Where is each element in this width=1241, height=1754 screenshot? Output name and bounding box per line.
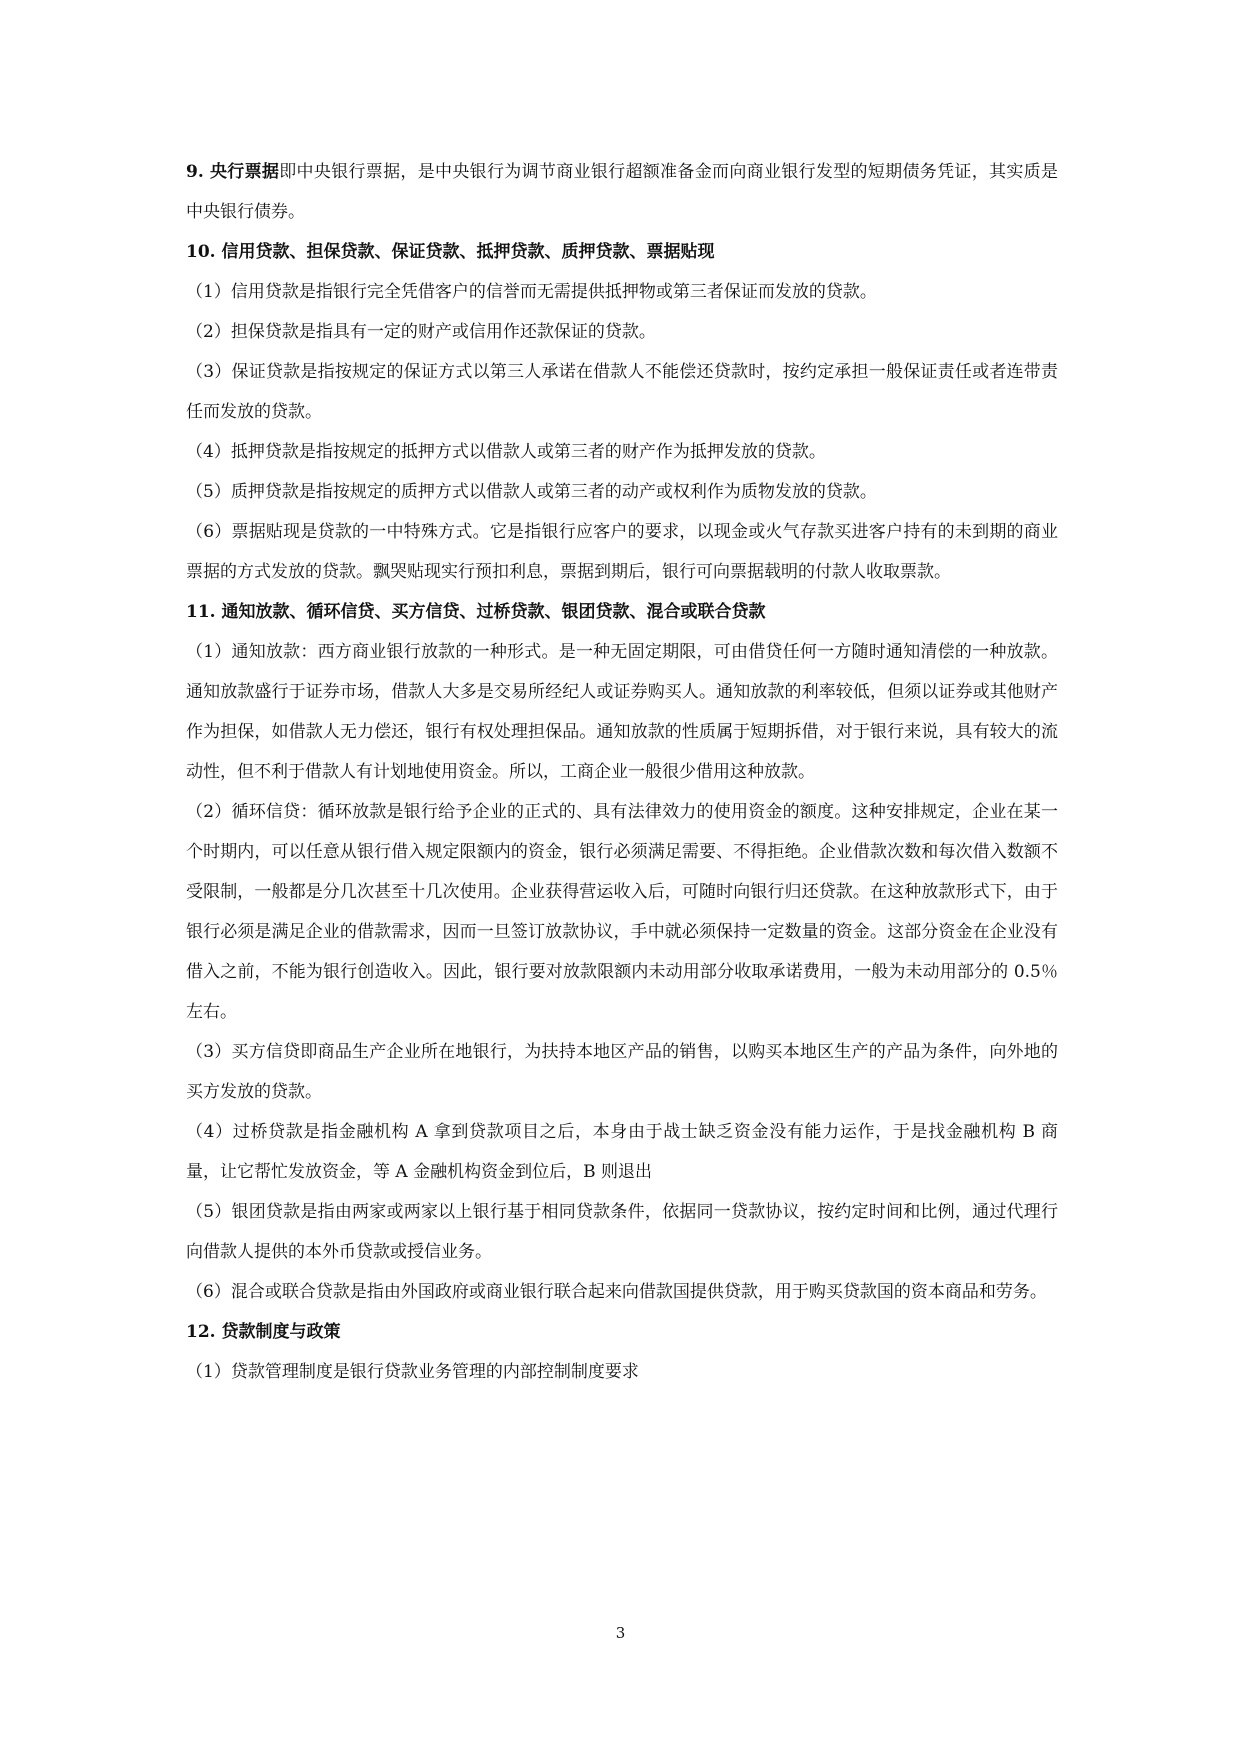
paragraph-mixed-loan: （6）混合或联合贷款是指由外国政府或商业银行联合起来向借款国提供贷款，用于购买贷款国的资本商品和劳务。 xyxy=(186,1282,1047,1302)
paragraph-revolving-credit: （2）循环信贷：循环放款是银行给予企业的正式的、具有法律效力的使用资金的额度。这种安排规定，企业在某一个时期内，可以任意从银行借入规定限额内的资金，银行必须满足需要、不得拒绝。企业借款次数和每次借入数额不受限制，一般都是分几次甚至十几次使用。企业获得营运收入后，可随时向银行归还贷款。在这种放款形式下，由于银行必须是满足企业的借款需求，因而一旦签订放款协议，手中就必须保持一定数量的资金。这部分资金在企业没有借入之前，不能为银行创造收入。因此，银行要对放款限额内未动用部分收取承诺费用，一般为未动用部分的 0.5％左右。 xyxy=(186,802,1058,1022)
paragraph-credit-loan: （1）信用贷款是指银行完全凭借客户的信誉而无需提供抵押物或第三者保证而发放的贷款。 xyxy=(186,282,877,302)
paragraph-guaranteed-loan: （3）保证贷款是指按规定的保证方式以第三人承诺在借款人不能偿还贷款时，按约定承担一般保证责任或者连带责任而发放的贷款。 xyxy=(186,362,1058,422)
paragraph-syndicated-loan: （5）银团贷款是指由两家或两家以上银行基于相同贷款条件，依据同一贷款协议，按约定时间和比例，通过代理行向借款人提供的本外币贷款或授信业务。 xyxy=(186,1202,1058,1262)
paragraph-loan-management: （1）贷款管理制度是银行贷款业务管理的内部控制制度要求 xyxy=(186,1362,639,1382)
paragraph-buyer-credit: （3）买方信贷即商品生产企业所在地银行，为扶持本地区产品的销售，以购买本地区生产的产品为条件，向外地的买方发放的贷款。 xyxy=(186,1042,1058,1102)
document-body xyxy=(186,152,1058,1392)
paragraph-secured-loan: （2）担保贷款是指具有一定的财产或信用作还款保证的贷款。 xyxy=(186,322,656,342)
section-heading-11: 11. 通知放款、循环信贷、买方信贷、过桥贷款、银团贷款、混合或联合贷款 xyxy=(186,602,766,622)
paragraph-mortgage-loan: （4）抵押贷款是指按规定的抵押方式以借款人或第三者的财产作为抵押发放的贷款。 xyxy=(186,442,826,462)
definition-central-bank-bills: 即中央银行票据，是中央银行为调节商业银行超额准备金而向商业银行发型的短期债务凭证，其实质是中央银行债券。 xyxy=(186,162,1058,222)
section-heading-10: 10. 信用贷款、担保贷款、保证贷款、抵押贷款、质押贷款、票据贴现 xyxy=(186,242,715,262)
section-heading-12: 12. 贷款制度与政策 xyxy=(186,1322,341,1342)
paragraph-bridge-loan: （4）过桥贷款是指金融机构 A 拿到贷款项目之后，本身由于战士缺乏资金没有能力运作，于是找金融机构 B 商量，让它帮忙发放资金，等 A 金融机构资金到位后，B 则退出 xyxy=(186,1122,1058,1182)
paragraph-central-bank-bills xyxy=(186,152,1058,232)
paragraph-pledge-loan: （5）质押贷款是指按规定的质押方式以借款人或第三者的动产或权利作为质物发放的贷款。 xyxy=(186,482,877,502)
term-central-bank-bills: 9. 央行票据 xyxy=(186,162,280,182)
page-number: 3 xyxy=(615,1624,626,1642)
paragraph-call-loan: （1）通知放款：西方商业银行放款的一种形式。是一种无固定期限，可由借贷任何一方随时通知清偿的一种放款。通知放款盛行于证券市场，借款人大多是交易所经纪人或证券购买人。通知放款的利率较低，但须以证券或其他财产作为担保，如借款人无力偿还，银行有权处理担保品。通知放款的性质属于短期拆借，对于银行来说，具有较大的流动性，但不利于借款人有计划地使用资金。所以，工商企业一般很少借用这种放款。 xyxy=(186,642,1058,782)
paragraph-bill-discount: （6）票据贴现是贷款的一中特殊方式。它是指银行应客户的要求，以现金或火气存款买进客户持有的未到期的商业票据的方式发放的贷款。飘哭贴现实行预扣利息，票据到期后，银行可向票据载明的付款人收取票款。 xyxy=(186,522,1058,582)
